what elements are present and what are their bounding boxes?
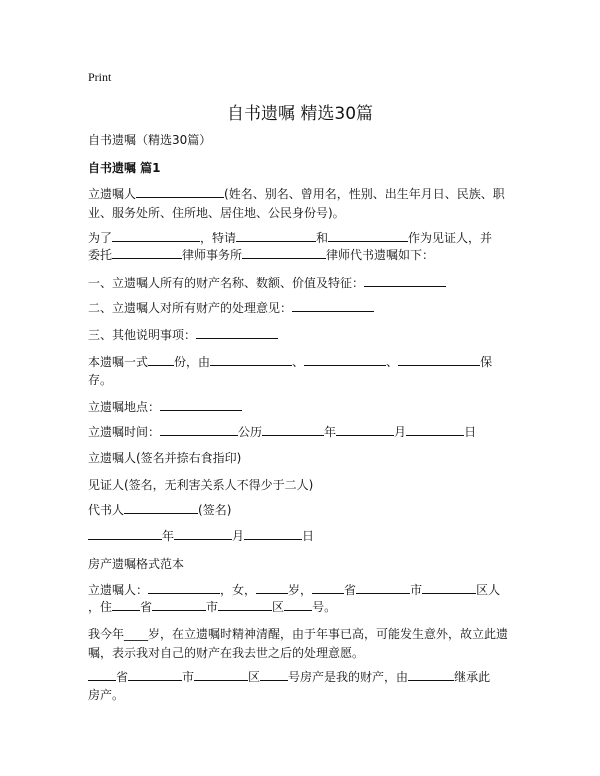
blank-line: [244, 527, 302, 540]
property-inheritance-line2: 房产。: [88, 688, 125, 702]
blank-line: [136, 185, 224, 198]
blank-line: [422, 581, 476, 594]
blank-line: [336, 423, 394, 436]
blank-line: [398, 353, 480, 366]
property-inheritance-line1: 省 市 区 号房产是我的财产，由 继承此: [88, 667, 518, 688]
blank-line: [148, 353, 174, 366]
blank-line: [284, 598, 312, 611]
blank-line: [256, 581, 288, 594]
blank-line: [304, 353, 386, 366]
item-3: 三、其他说明事项：: [88, 325, 518, 346]
paragraph-witness-line1: 为了 ，特请 和 作为见证人，并: [88, 231, 493, 245]
copies-line1: 本遗嘱一式 份，由 、 、 保: [88, 355, 493, 369]
blank-line: [262, 423, 324, 436]
blank-line: [124, 501, 198, 514]
item-1: 一、立遗嘱人所有的财产名称、数额、价值及特征：: [88, 273, 518, 294]
scribe-signature: 代书人 (签名): [88, 503, 232, 517]
signature-date: 年 月 日: [88, 526, 518, 547]
blank-line: [312, 581, 344, 594]
blank-line: [328, 229, 408, 242]
property-testator-line2: ，住 省 市 区 号。: [88, 600, 337, 614]
blank-line: [194, 668, 248, 681]
blank-line: [112, 598, 140, 611]
property-statement: 我今年____岁，在立遗嘱时精神清醒，由于年事已高，可能发生意外，故立此遗嘱，表示我对自己的财产在我去世之后的处理意愿。: [88, 627, 509, 660]
print-label[interactable]: Print: [88, 70, 112, 84]
property-testator-line1: 立遗嘱人： ，女， 岁， 省 市 区人: [88, 583, 501, 597]
copies-line2: 存。: [88, 373, 113, 387]
document-subtitle: 自书遗嘱（精选30篇）: [88, 133, 212, 147]
blank-line: [364, 274, 446, 287]
blank-line: [174, 527, 232, 540]
blank-line: [160, 398, 242, 411]
witness-signature: 见证人(签名，无利害关系人不得少于二人): [88, 478, 314, 492]
blank-line: [160, 423, 238, 436]
blank-line: [112, 229, 200, 242]
blank-line: [88, 668, 116, 681]
item-2: 二、立遗嘱人对所有财产的处理意见：: [88, 298, 518, 319]
blank-line: [260, 668, 288, 681]
blank-line: [406, 423, 464, 436]
testator-signature: 立遗嘱人(签名并捺右食指印): [88, 451, 242, 465]
blank-line: [148, 581, 220, 594]
blank-line: [242, 246, 326, 259]
will-location: 立遗嘱地点：: [88, 397, 518, 418]
blank-line: [128, 668, 182, 681]
blank-line: [88, 527, 162, 540]
property-will-heading: 房产遗嘱格式范本: [88, 557, 185, 571]
paragraph-witness-line2: 委托 律师事务所 律师代书遗嘱如下：: [88, 248, 435, 262]
blank-line: [152, 598, 206, 611]
blank-line: [292, 299, 374, 312]
blank-line: [112, 246, 182, 259]
section-heading-1: 自书遗嘱 篇1: [88, 161, 161, 175]
blank-line: [196, 326, 278, 339]
blank-line: [408, 668, 454, 681]
paragraph-testator-line1: 立遗嘱人 (姓名、别名、曾用名，性别、出生年月日、民族、职: [88, 187, 505, 201]
document-title: 自书遗嘱 精选30篇: [226, 104, 374, 124]
paragraph-testator-line2: 业、服务处所、住所地、居住地、公民身份号)。: [88, 206, 345, 220]
blank-line: [236, 229, 316, 242]
will-time: 立遗嘱时间： 公历 年 月 日: [88, 425, 477, 439]
blank-line: [210, 353, 292, 366]
blank-line: [356, 581, 410, 594]
blank-line: [218, 598, 272, 611]
